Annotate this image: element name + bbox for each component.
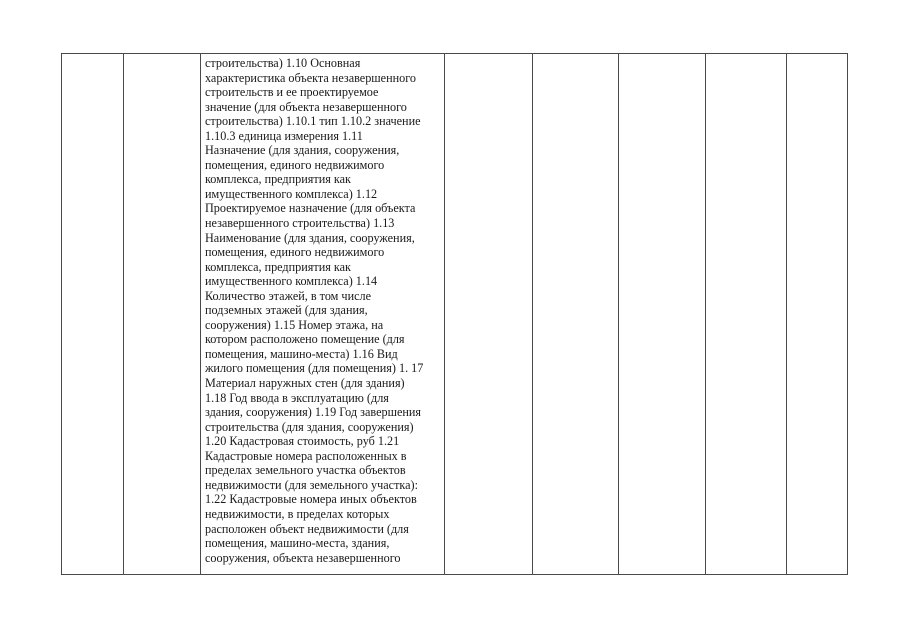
cell-text (62, 54, 123, 56)
cell-text (787, 54, 847, 56)
table-cell-col-5 (533, 54, 619, 575)
cell-text (533, 54, 618, 56)
cell-text (124, 54, 200, 56)
table-cell-col-8 (787, 54, 848, 575)
table-cell-col-4 (445, 54, 533, 575)
characteristics-text: строительства) 1.10 Основная характеристика объекта незавершенного строительств и ее проектируемое значение (для объекта незавершенного строительства) 1.10.1 тип 1.10.2 значение 1.10.3 единица измерения 1.11 Назначение (для здания, сооружения, помещения, единого недвижимого комплекса, предприятия как имущественного комплекса) 1.12 Проектируемое назначение (для объекта незавершенного строительства) 1.13 Наименование (для здания, сооружения, помещения, единого недвижимого комплекса, предприятия как имущественного комплекса) 1.14 Количество этажей, в том числе подземных этажей (для здания, сооружения) 1.15 Номер этажа, на котором расположено помещение (для помещения, машино-места) 1.16 Вид жилого помещения (для помещения) 1. 17 Материал наружных стен (для здания) 1.18 Год ввода в эксплуатацию (для здания, сооружения) 1.19 Год завершения строительства (для здания, сооружения) 1.20 Кадастровая стоимость, руб 1.21 Кадастровые номера расположенных в пределах земельного участка объектов недвижимости (для земельного участка): 1.22 Кадастровые номера иных объектов недвижимости, в пределах которых расположен объект недвижимости (для помещения, машино-места, здания, сооружения, объекта незавершенного (205, 56, 424, 565)
cell-text (706, 54, 786, 56)
table-cell-col-7 (706, 54, 787, 575)
table-cell-col-1 (62, 54, 124, 575)
cell-text (445, 54, 532, 56)
table-row (62, 54, 848, 575)
table-cell-col-6 (619, 54, 706, 575)
document-table (61, 53, 848, 575)
table-cell-characteristics (201, 54, 445, 575)
cell-text (619, 54, 705, 56)
table-cell-col-2 (124, 54, 201, 575)
